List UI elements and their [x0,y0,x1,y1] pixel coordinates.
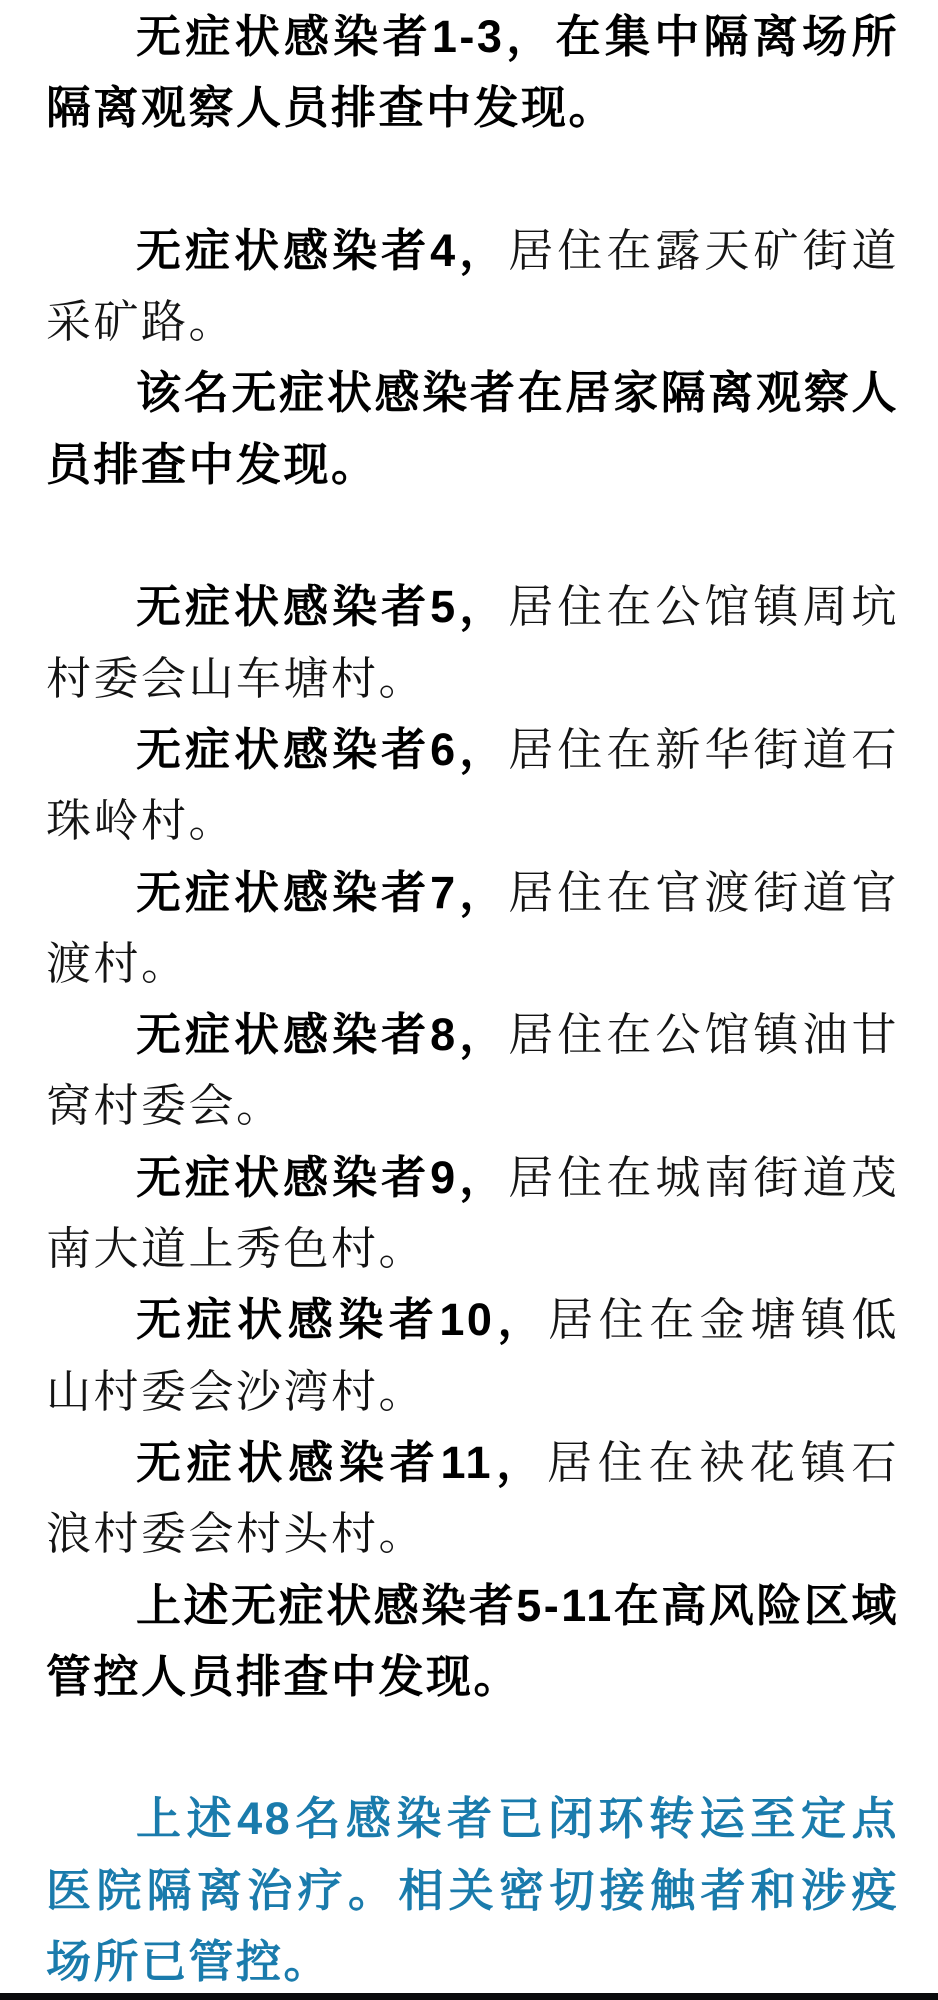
paragraph-regular-text: 居住在公馆镇油甘窝村委会。 [46,1009,899,1132]
paragraph [46,1570,899,1713]
paragraph-bold-text: 无症状感染者11， [136,1436,548,1488]
paragraph [46,571,899,714]
paragraph [46,1142,899,1285]
paragraph-bold-text: 无症状感染者8， [136,1009,509,1061]
paragraph-bold-text: 无症状感染者5， [136,581,509,633]
paragraph-regular-text: 居住在公馆镇周坑村委会山车塘村。 [46,581,899,704]
paragraph-regular-text: 居住在城南街道茂南大道上秀色村。 [46,1151,899,1275]
paragraph-bold-text: 无症状感染者4， [136,224,509,276]
paragraph [46,1284,899,1427]
paragraph-bold-text: 上述无症状感染者5-11在高风险区域管控人员排查中发现。 [46,1579,899,1702]
paragraph-bold-text: 无症状感染者7， [136,866,509,918]
paragraph-bold-text: 无症状感染者9， [136,1151,509,1203]
paragraph-regular-text: 居住在官渡街道官渡村。 [46,866,899,989]
paragraph-regular-text: 居住在新华街道石珠岭村。 [46,723,899,847]
highlight-paragraph-text: 上述48名感染者已闭环转运至定点医院隔离治疗。相关密切接触者和涉疫场所已管控。 [46,1793,899,1988]
paragraph [46,1,899,144]
paragraph-bold-text: 无症状感染者1-3，在集中隔离场所隔离观察人员排查中发现。 [46,11,899,134]
bottom-divider-bar [0,1993,938,2000]
paragraph [46,714,899,857]
paragraph-bold-text: 该名无症状感染者在居家隔离观察人员排查中发现。 [46,367,899,490]
paragraph [46,215,899,358]
paragraph [46,1427,899,1570]
paragraph-bold-text: 无症状感染者6， [136,723,509,775]
paragraph-regular-text: 居住在露天矿街道采矿路。 [46,224,899,348]
paragraph [46,357,899,500]
paragraph [46,999,899,1142]
paragraph [46,857,899,1000]
highlight-paragraph [46,1783,899,1997]
paragraph-regular-text: 居住在袂花镇石浪村委会村头村。 [46,1436,899,1560]
paragraph-bold-text: 无症状感染者10， [136,1294,549,1346]
paragraph-regular-text: 居住在金塘镇低山村委会沙湾村。 [46,1294,899,1417]
